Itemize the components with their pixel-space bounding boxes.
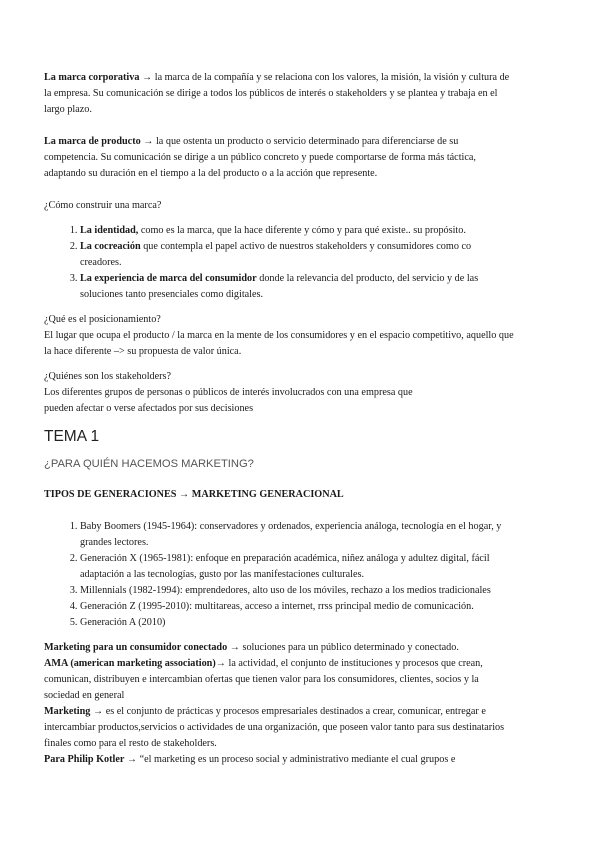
list-item-term: La cocreación — [80, 241, 141, 252]
list-item: 1. Baby Boomers (1945-1964): conservadores y ordenados, experiencia análoga, tecnología en el hogar, y grandes lectores. — [80, 519, 514, 551]
definition-term: Marketing — [44, 706, 91, 717]
definition-term: Marketing para un consumidor conectado — [44, 642, 228, 653]
document-body — [44, 70, 514, 768]
question-stakeholders: ¿Quiénes son los stakeholders? — [44, 371, 172, 382]
definition-marketing — [44, 704, 514, 752]
section-title: TEMA 1 — [44, 428, 100, 445]
arrow: → — [215, 658, 229, 669]
answer-stakeholders-line-2: pueden afectar o verse afectados por sus decisiones — [44, 403, 254, 414]
list-item: 2. Generación X (1965-1981): enfoque en preparación académica, niñez análoga y adultez digital, fácil adaptación a las tecnologías, gusto por las manifestaciones culturales. — [80, 551, 514, 583]
definition-text: la actividad, el conjunto de instituciones y procesos que crean, comunican, distribuyen e intercambian ofertas que tienen valor para los consumidores, clientes, socios y la sociedad en general — [44, 658, 483, 701]
arrow: → — [124, 754, 140, 765]
list-item-text: como es la marca, que la hace diferente y cómo y para qué existe.. su propósito. — [138, 225, 466, 236]
list-item — [80, 223, 514, 239]
term-marca-producto: La marca de producto — [44, 136, 141, 147]
paragraph-marca-producto — [44, 134, 514, 182]
list-item: 3. Millennials (1982-1994): emprendedores, alto uso de los móviles, rechazo a los medios tradicionales — [80, 583, 514, 599]
arrow: → — [90, 706, 106, 717]
question-posicionamiento: ¿Qué es el posicionamiento? — [44, 314, 161, 325]
arrow: → — [227, 642, 243, 653]
list-item-text: que contempla el papel activo de nuestros stakeholders y consumidores como co creadores. — [80, 241, 472, 268]
list-item-term: La identidad, — [80, 225, 139, 236]
arrow: → — [140, 136, 156, 147]
list-item — [80, 271, 514, 303]
list-item-text: donde la relevancia del producto, del servicio y de las soluciones tanto presenciales como digitales. — [80, 273, 479, 300]
arrow: → — [139, 72, 155, 83]
list-construir-marca — [44, 223, 514, 303]
definition-kotler — [44, 752, 514, 768]
list-item — [80, 239, 514, 271]
list-item: 4. Generación Z (1995-2010): multitareas, acceso a internet, rrss principal medio de comunicación. — [80, 599, 514, 615]
answer-stakeholders-line-1: Los diferentes grupos de personas o públicos de interés involucrados con una empresa que — [44, 387, 413, 398]
paragraph-marca-corporativa — [44, 70, 514, 118]
definition-text: es el conjunto de prácticas y procesos empresariales destinados a crear, comunicar, entregar e intercambiar productos,servicios o actividades de una organización, que poseen valor tanto para sus destinatarios finales como para el resto de stakeholders. — [44, 706, 505, 749]
heading-text: TIPOS DE GENERACIONES → MARKETING GENERACIONAL — [44, 489, 344, 500]
definition-text: la marca de la compañía y se relaciona con los valores, la misión, la visión y cultura de la empresa. Su comunicación se dirige a todos los públicos de interés o stakeholders y se plantea y trabaja en el largo plazo. — [44, 72, 510, 115]
definition-text: “el marketing es un proceso social y administrativo mediante el cual grupos e — [139, 754, 456, 765]
definition-term: AMA (american marketing association) — [44, 658, 216, 669]
definition-text: soluciones para un público determinado y conectado. — [242, 642, 459, 653]
question-construir-marca: ¿Cómo construir una marca? — [44, 200, 162, 211]
definition-marketing-conectado — [44, 640, 514, 656]
section-subtitle: ¿PARA QUIÉN HACEMOS MARKETING? — [44, 458, 254, 470]
list-generaciones — [44, 519, 514, 631]
heading-generaciones — [44, 487, 514, 503]
answer-posicionamiento: El lugar que ocupa el producto / la marca en la mente de los consumidores y en el espacio competitivo, aquello que la hace diferente –> su propuesta de valor única. — [44, 330, 514, 357]
list-item-term: La experiencia de marca del consumidor — [80, 273, 257, 284]
list-item: 5. Generación A (2010) — [80, 615, 514, 631]
term-marca-corporativa: La marca corporativa — [44, 72, 140, 83]
definition-term: Para Philip Kotler — [44, 754, 125, 765]
definition-ama — [44, 656, 514, 704]
definition-text: la que ostenta un producto o servicio determinado para diferenciarse de su competencia. Su comunicación se dirige a un público concreto y puede comportarse de forma más táctica, adaptando su duración en el tiempo a la del producto o a la acción que represente. — [44, 136, 476, 179]
